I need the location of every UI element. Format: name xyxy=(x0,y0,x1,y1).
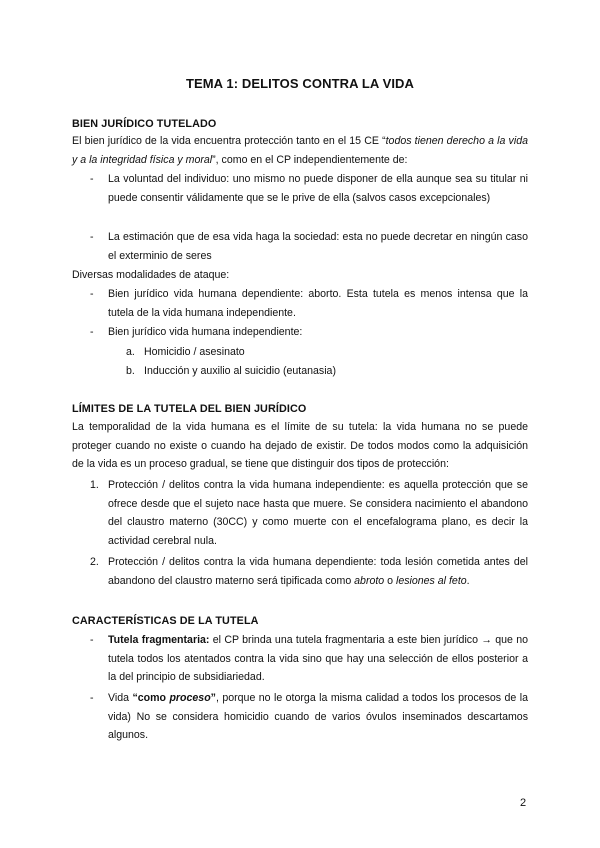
intro-quote: todos tienen derecho a la vida y a la integridad física y moral xyxy=(72,135,528,166)
section1-intro xyxy=(72,132,528,169)
page-title: TEMA 1: DELITOS CONTRA LA VIDA xyxy=(185,76,415,91)
bold-quote-close: ” xyxy=(210,692,216,704)
proteccion-independiente: Protección / delitos contra la vida humana independiente: es aquella protección que se ofrece desde que el sujeto nace hasta que muere. Se considera nacimiento el abandono del claustro materno (30CC) y como muerte con el encefalograma plano, es decir la actividad cerebral nula. xyxy=(108,479,528,547)
bullet-estimacion: La estimación que de esa vida haga la sociedad: esta no puede decretar en ningún caso el exterminio de seres xyxy=(108,231,528,262)
italic-term-lesiones: lesiones al feto xyxy=(395,574,467,587)
item-text-mid: o xyxy=(384,574,396,587)
intro-text: El bien jurídico de la vida encuentra protección tanto en el 15 CE “ xyxy=(72,135,386,147)
sub-item-induccion: Inducción y auxilio al suicidio (eutanasia) xyxy=(144,365,336,377)
item-text-end: . xyxy=(466,574,470,587)
section-heading-limites: LÍMITES DE LA TUTELA DEL BIEN JURÍDICO xyxy=(72,403,307,415)
italic-term-aborto: abroto xyxy=(354,574,385,587)
bold-italic-term-proceso: proceso xyxy=(169,692,211,704)
bullet-voluntad: La voluntad del individuo: uno mismo no puede disponer de ella aunque sea su titular ni puede consentir válidamente que se le prive de ella (salvos casos excepcionales) xyxy=(108,173,528,204)
sub-item-marker: a. xyxy=(126,346,135,358)
numbered-marker: 2. xyxy=(90,556,99,568)
bullet-marker: - xyxy=(90,326,94,338)
bullet-marker: - xyxy=(90,288,94,300)
item-text: Protección / delitos contra la vida humana dependiente: toda lesión cometida antes del abandono del claustro materno será tipificada como xyxy=(108,556,528,587)
section2-intro: La temporalidad de la vida humana es el límite de su tutela: la vida humana no se puede proteger cuando no existe o cuando ha dejado de existir. De todos modos como la adquisición de la vida es un proceso gradual, se tiene que distinguir dos tipos de protección: xyxy=(72,421,528,471)
modality-independiente: Bien jurídico vida humana independiente: xyxy=(108,326,303,338)
modalities-label: Diversas modalidades de ataque: xyxy=(72,269,230,281)
tutela-fragmentaria xyxy=(108,631,528,687)
proteccion-dependiente xyxy=(108,553,528,590)
item-text: , porque no le otorga la misma calidad a todos los procesos de la vida) No se considera homicidio cuando de varios óvulos inseminados descartamos algunos. xyxy=(108,692,528,742)
intro-text-end: ”, como en el CP independientemente de: xyxy=(212,153,408,166)
modality-dependiente: Bien jurídico vida humana dependiente: aborto. Esta tutela es menos intensa que la tutela de la vida humana independiente. xyxy=(108,288,528,319)
sub-item-homicidio: Homicidio / asesinato xyxy=(144,346,245,358)
page-number: 2 xyxy=(520,797,527,809)
item-text: el CP brinda una tutela fragmentaria a este bien jurídico → que no tutela todos los atentados contra la vida sino que hay una selección de ellos posterior a la del principio de subsidiariedad. xyxy=(108,634,528,684)
bullet-marker: - xyxy=(90,231,94,243)
sub-item-marker: b. xyxy=(126,365,135,377)
vida-como-proceso xyxy=(108,689,528,745)
bullet-marker: - xyxy=(90,634,94,646)
item-text-start: Vida xyxy=(108,692,133,704)
bold-term-tutela-fragmentaria: Tutela fragmentaria: xyxy=(108,634,210,646)
section-heading-bien-juridico: BIEN JURÍDICO TUTELADO xyxy=(72,118,217,130)
numbered-marker: 1. xyxy=(90,479,99,491)
bullet-marker: - xyxy=(90,173,94,185)
bold-term-como: “como xyxy=(132,692,170,704)
section-heading-caracteristicas: CARACTERÍSTICAS DE LA TUTELA xyxy=(72,615,259,627)
bullet-marker: - xyxy=(90,692,94,704)
